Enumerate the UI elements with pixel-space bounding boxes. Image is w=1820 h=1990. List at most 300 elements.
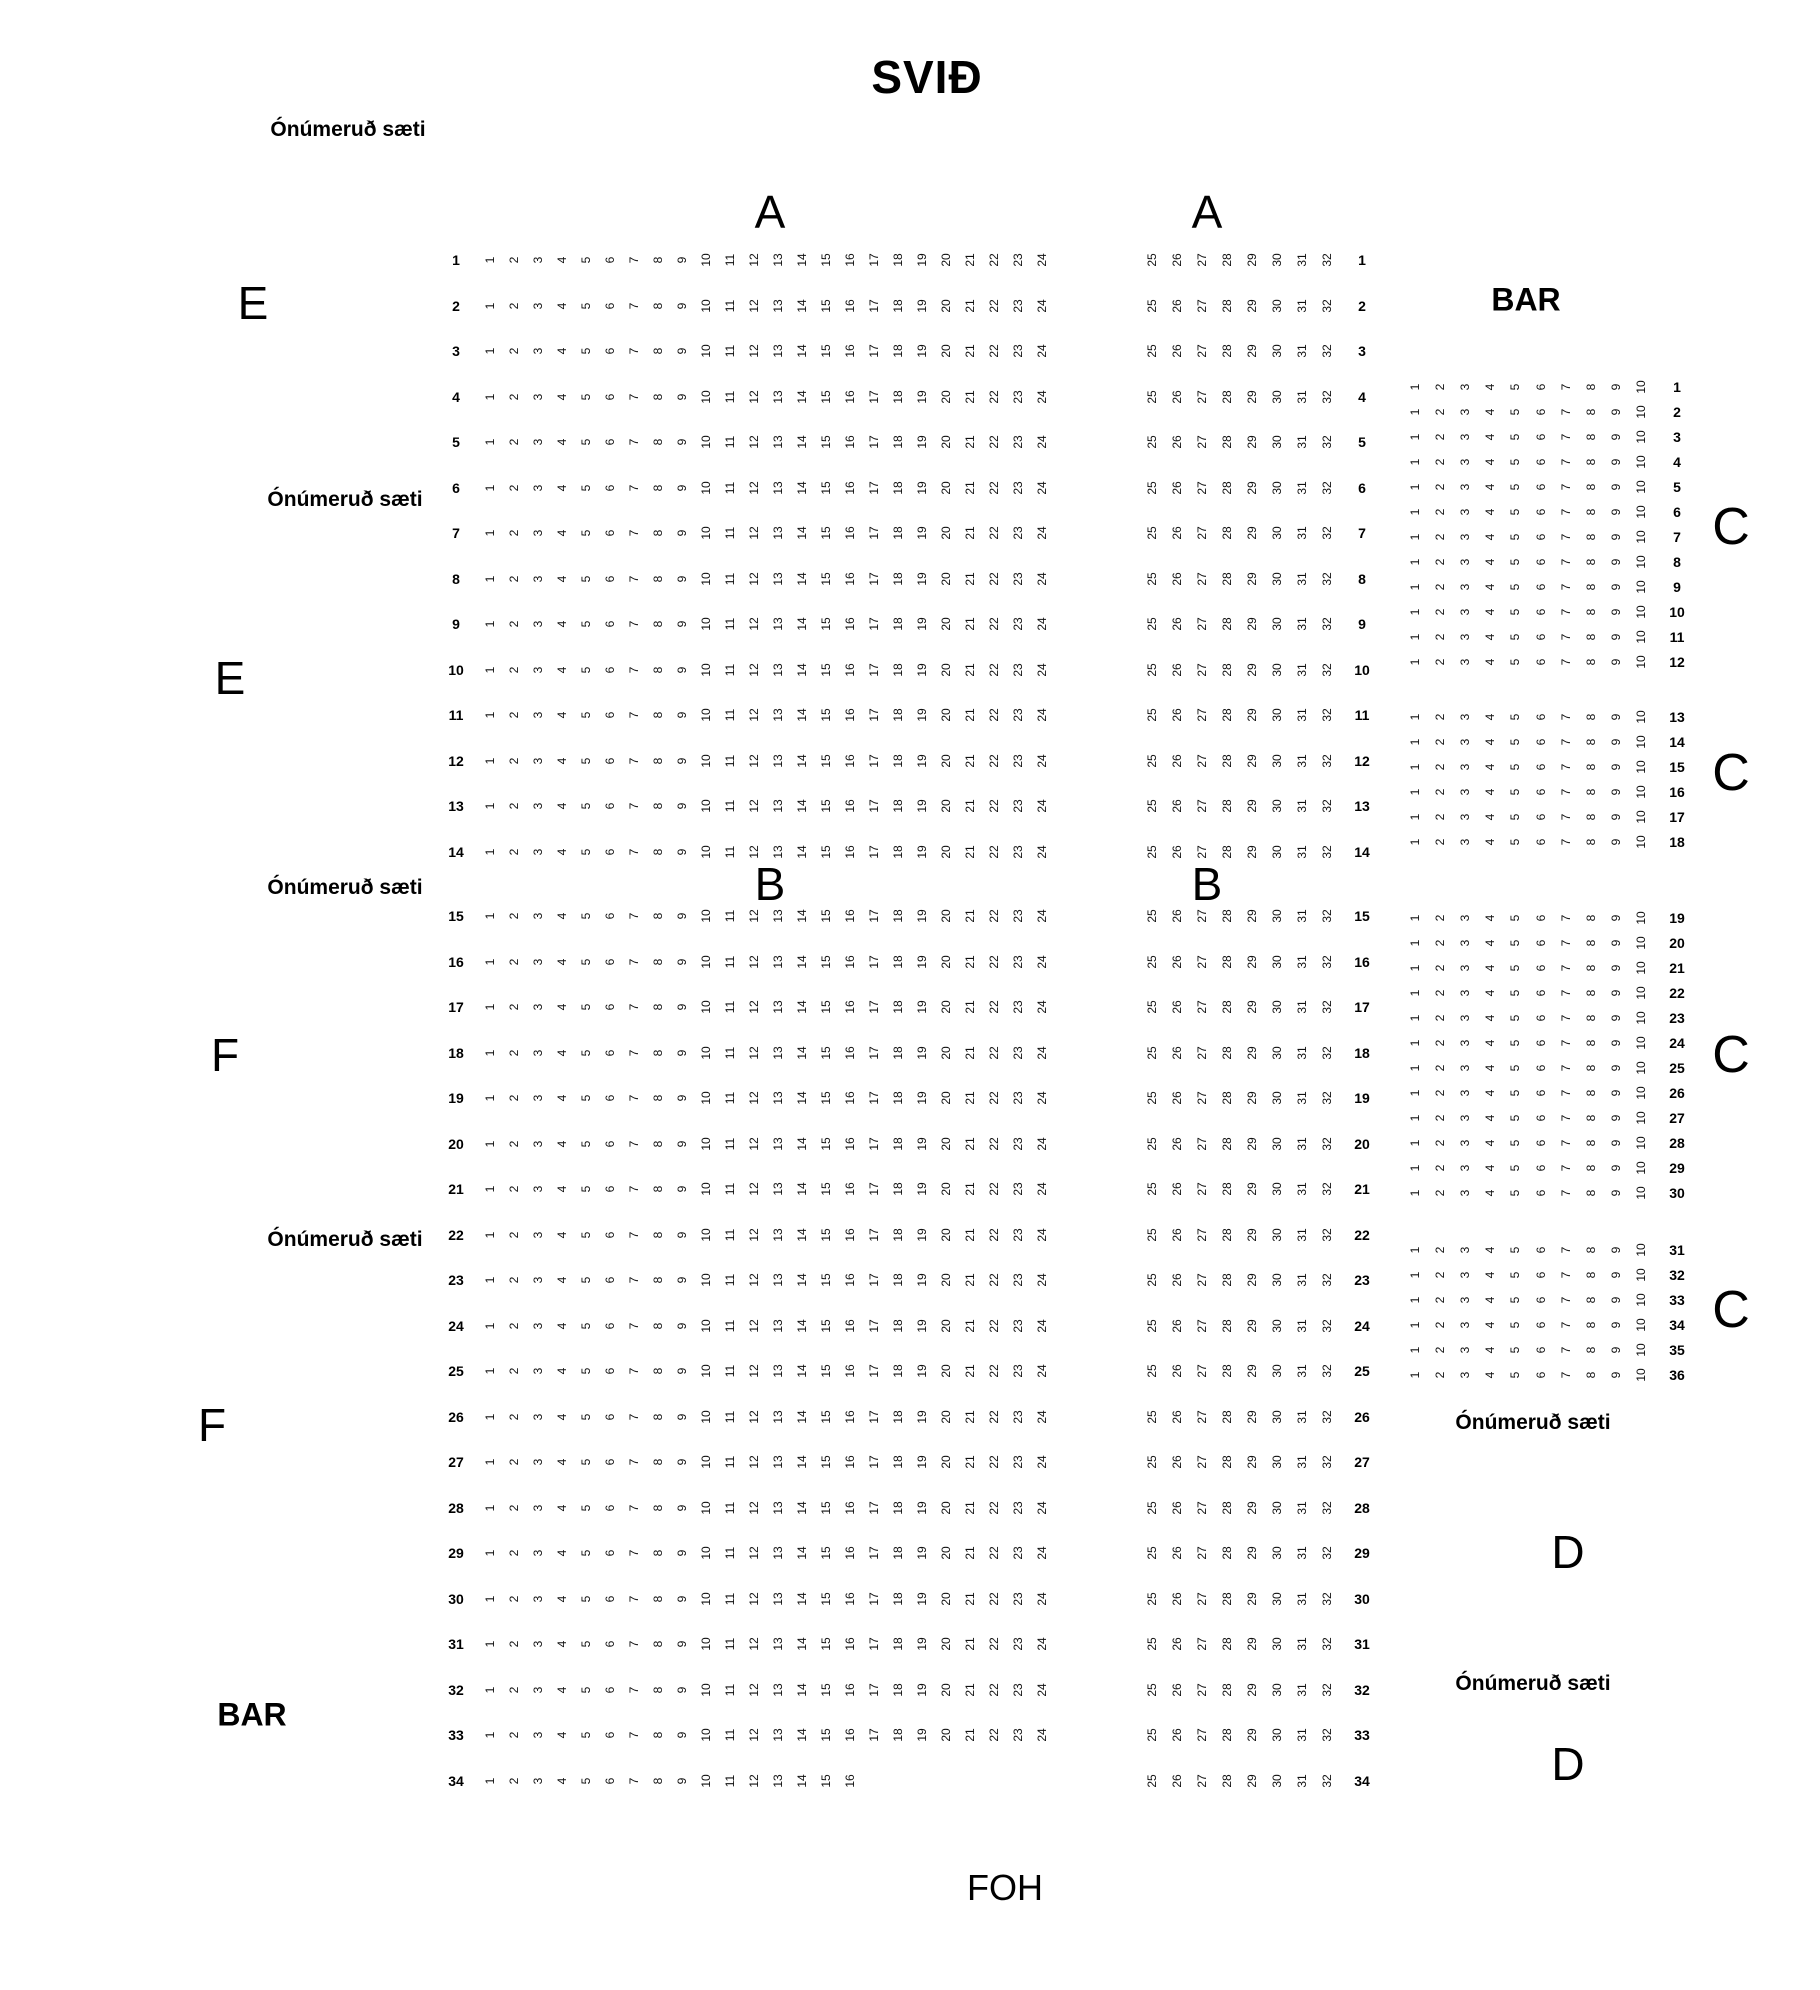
seat-number: 15 (819, 1591, 833, 1606)
seat-number: 17 (867, 480, 881, 495)
seat-number: 8 (651, 393, 665, 400)
seat-number: 21 (963, 1591, 977, 1606)
c-row-number: 36 (1669, 1367, 1685, 1383)
seat-number: 10 (699, 1091, 713, 1105)
c-seat-number: 1 (1408, 1139, 1422, 1147)
c-seat-number: 10 (1633, 1293, 1648, 1307)
c-seat-number: 5 (1508, 533, 1523, 541)
seat-number: 25 (1145, 253, 1159, 267)
seat-number: 4 (555, 1322, 569, 1329)
seat-number: 25 (1145, 844, 1159, 859)
seat-number: 28 (1220, 1455, 1234, 1469)
seat-number: 16 (843, 1045, 857, 1060)
seat-number: 7 (627, 958, 641, 965)
c-row-number: 29 (1669, 1160, 1685, 1176)
seat-number: 28 (1220, 1045, 1234, 1060)
row-number-left: 8 (452, 570, 460, 587)
seat-number: 19 (915, 1546, 929, 1560)
seat-number: 1 (483, 1094, 497, 1102)
seat-number: 3 (531, 848, 545, 855)
seat-number: 7 (627, 1049, 641, 1056)
c-seat-number: 10 (1633, 710, 1648, 724)
seat-number: 24 (1035, 1182, 1049, 1196)
seat-number: 7 (627, 393, 641, 400)
seat-number: 22 (987, 1455, 1001, 1469)
seat-number: 17 (867, 1318, 881, 1333)
seat-number: 13 (771, 1682, 785, 1697)
seat-number: 13 (771, 1182, 785, 1196)
seat-number: 17 (867, 1182, 881, 1196)
c-seat-number: 1 (1408, 1296, 1422, 1304)
seat-number: 13 (771, 298, 785, 313)
seat-number: 19 (915, 617, 929, 631)
c-seat-number: 3 (1458, 508, 1473, 516)
row-number-right: 14 (1354, 843, 1370, 860)
seat-number: 7 (627, 1504, 641, 1511)
row-number-right: 1 (1358, 252, 1366, 268)
seat-number: 10 (699, 1500, 713, 1515)
seat-number: 28 (1220, 1364, 1234, 1378)
seat-number: 30 (1270, 1227, 1284, 1242)
seat-number: 24 (1035, 1591, 1049, 1606)
seat-number: 25 (1145, 1455, 1159, 1469)
c-seat-number: 1 (1408, 633, 1422, 641)
c-seat-number: 7 (1558, 1064, 1573, 1072)
seat-number: 29 (1245, 389, 1259, 404)
seat-number: 13 (771, 1000, 785, 1014)
seat-number: 6 (603, 393, 617, 400)
seat-number: 20 (939, 753, 953, 768)
c-seat-number: 1 (1408, 433, 1422, 441)
seat-number: 2 (507, 620, 521, 628)
c-seat-number: 10 (1633, 455, 1648, 469)
seat-number: 32 (1320, 1091, 1334, 1105)
seat-number: 2 (507, 1185, 521, 1193)
seat-number: 15 (819, 526, 833, 540)
c-seat-number: 4 (1483, 1246, 1498, 1254)
c-seat-number: 7 (1558, 989, 1573, 997)
section-e-label-2: E (214, 652, 246, 704)
c-seat-number: 9 (1608, 964, 1623, 972)
seat-number: 10 (699, 1455, 713, 1469)
c-seat-number: 9 (1608, 788, 1623, 796)
seat-number: 8 (651, 575, 665, 582)
seat-number: 25 (1145, 1728, 1159, 1742)
seat-number: 30 (1270, 708, 1284, 722)
seat-number: 31 (1295, 909, 1309, 923)
seat-number: 14 (795, 480, 809, 495)
c-seat-number: 7 (1558, 633, 1573, 641)
seat-number: 7 (627, 802, 641, 810)
seat-number: 19 (915, 954, 929, 969)
seat-number: 7 (627, 1595, 641, 1602)
seat-number: 3 (531, 1686, 545, 1693)
seat-number: 13 (771, 844, 785, 859)
seat-number: 11 (723, 1637, 737, 1651)
seat-number: 31 (1295, 1364, 1309, 1378)
seat-number: 7 (627, 1458, 641, 1466)
c-seat-number: 8 (1583, 989, 1598, 997)
seat-number: 31 (1295, 571, 1309, 586)
c-seat-number: 1 (1408, 1164, 1422, 1172)
seat-number: 9 (675, 347, 689, 355)
row-number-left: 13 (448, 798, 464, 814)
seat-number: 3 (531, 802, 545, 810)
c-seat-number: 2 (1433, 583, 1448, 591)
seat-number: 9 (675, 1595, 689, 1602)
c-seat-number: 8 (1583, 1321, 1598, 1329)
seat-number: 10 (699, 753, 713, 768)
seat-number: 19 (915, 344, 929, 358)
seat-number: 18 (891, 344, 905, 358)
c-seat-number: 10 (1633, 1086, 1648, 1100)
seat-number: 15 (819, 480, 833, 495)
seat-number: 7 (627, 1777, 641, 1784)
seat-number: 10 (699, 1773, 713, 1788)
c-seat-number: 5 (1508, 1089, 1523, 1097)
c-row-number: 2 (1673, 404, 1681, 420)
c-seat-number: 8 (1583, 1371, 1598, 1379)
c-seat-number: 8 (1583, 1064, 1598, 1072)
c-seat-number: 10 (1633, 760, 1648, 774)
c-seat-number: 6 (1533, 1039, 1548, 1047)
seat-number: 24 (1035, 1637, 1049, 1651)
seat-number: 30 (1270, 1273, 1284, 1287)
seat-number: 13 (771, 1318, 785, 1333)
seat-number: 22 (987, 1591, 1001, 1606)
seat-number: 24 (1035, 389, 1049, 404)
seat-number: 26 (1170, 708, 1184, 722)
seat-number: 25 (1145, 1227, 1159, 1242)
c-seat-number: 8 (1583, 508, 1598, 516)
c-row-number: 26 (1669, 1085, 1685, 1101)
seat-number: 17 (867, 1227, 881, 1242)
seat-number: 29 (1245, 298, 1259, 313)
seat-number: 19 (915, 1409, 929, 1424)
seat-number: 23 (1011, 1455, 1025, 1469)
seat-number: 11 (723, 253, 737, 267)
seat-number: 19 (915, 253, 929, 267)
seat-number: 12 (747, 1682, 761, 1697)
seat-number: 12 (747, 617, 761, 631)
c-seat-number: 6 (1533, 813, 1548, 821)
seat-number: 19 (915, 909, 929, 923)
seat-number: 21 (963, 909, 977, 923)
seat-number: 18 (891, 708, 905, 722)
c-seat-number: 9 (1608, 1371, 1623, 1379)
seat-number: 7 (627, 711, 641, 719)
c-seat-number: 3 (1458, 1064, 1473, 1072)
c-seat-number: 9 (1608, 838, 1623, 846)
seat-number: 27 (1195, 1546, 1209, 1560)
c-seat-number: 6 (1533, 383, 1548, 391)
seat-number: 19 (915, 844, 929, 859)
seat-number: 8 (651, 1367, 665, 1375)
seat-number: 29 (1245, 253, 1259, 267)
seat-number: 31 (1295, 1546, 1309, 1560)
seat-number: 29 (1245, 1364, 1259, 1378)
seat-number: 6 (603, 1276, 617, 1284)
c-seat-number: 9 (1608, 1189, 1623, 1197)
seat-number: 27 (1195, 909, 1209, 923)
seat-number: 8 (651, 711, 665, 719)
seat-number: 24 (1035, 617, 1049, 631)
seat-number: 9 (675, 711, 689, 719)
seat-number: 27 (1195, 954, 1209, 969)
c-seat-number: 7 (1558, 458, 1573, 466)
seat-number: 27 (1195, 1637, 1209, 1651)
seat-number: 13 (771, 954, 785, 969)
seat-number: 16 (843, 1637, 857, 1651)
seat-number: 23 (1011, 435, 1025, 449)
seat-number: 22 (987, 1000, 1001, 1014)
section-e-label-1: E (237, 277, 269, 329)
c-seat-number: 8 (1583, 838, 1598, 846)
seat-number: 4 (555, 1595, 569, 1602)
seat-number: 8 (651, 1640, 665, 1648)
c-seat-number: 2 (1433, 989, 1448, 997)
seat-number: 27 (1195, 844, 1209, 859)
seat-number: 4 (555, 256, 569, 264)
seat-number: 20 (939, 1227, 953, 1242)
c-seat-number: 6 (1533, 788, 1548, 796)
c-seat-number: 3 (1458, 408, 1473, 416)
c-row-number: 23 (1669, 1010, 1685, 1026)
seat-number: 22 (987, 1182, 1001, 1196)
seat-number: 22 (987, 526, 1001, 540)
c-seat-number: 3 (1458, 1321, 1473, 1329)
row-number-right: 30 (1354, 1590, 1370, 1607)
seat-number: 32 (1320, 1136, 1334, 1151)
seat-number: 12 (747, 1364, 761, 1378)
seat-number: 29 (1245, 1773, 1259, 1788)
seat-number: 9 (675, 958, 689, 965)
seat-number: 27 (1195, 1136, 1209, 1151)
seat-number: 17 (867, 753, 881, 768)
seat-number: 28 (1220, 909, 1234, 923)
seat-number: 19 (915, 1182, 929, 1196)
c-seat-number: 5 (1508, 433, 1523, 441)
row-number-left: 17 (448, 999, 464, 1015)
section-b-left-label: B (754, 858, 786, 910)
seat-number: 1 (483, 256, 497, 264)
c-row-number: 12 (1669, 654, 1685, 670)
seat-number: 9 (675, 1777, 689, 1784)
row-number-right: 26 (1354, 1408, 1370, 1425)
c-seat-number: 8 (1583, 458, 1598, 466)
row-number-left: 34 (448, 1772, 464, 1789)
c-seat-number: 5 (1508, 383, 1523, 391)
seat-number: 4 (555, 302, 569, 309)
seat-number: 5 (579, 1140, 593, 1147)
seat-number: 20 (939, 389, 953, 404)
seat-number: 30 (1270, 1409, 1284, 1424)
seat-number: 18 (891, 909, 905, 923)
c-seat-number: 7 (1558, 1114, 1573, 1122)
seat-number: 4 (555, 1777, 569, 1784)
row-number-right: 13 (1354, 798, 1370, 814)
seat-number: 26 (1170, 480, 1184, 495)
seat-number: 24 (1035, 1364, 1049, 1378)
seat-number: 16 (843, 617, 857, 631)
seat-number: 30 (1270, 1364, 1284, 1378)
seat-number: 27 (1195, 1682, 1209, 1697)
seat-number: 7 (627, 302, 641, 309)
seat-number: 20 (939, 1045, 953, 1060)
seat-number: 14 (795, 1000, 809, 1014)
seat-number: 7 (627, 1094, 641, 1102)
seat-number: 25 (1145, 1045, 1159, 1060)
seat-number: 15 (819, 1318, 833, 1333)
seat-number: 3 (531, 529, 545, 537)
seat-number: 23 (1011, 1091, 1025, 1105)
seat-number: 18 (891, 1591, 905, 1606)
seat-number: 18 (891, 1045, 905, 1060)
c-seat-number: 1 (1408, 1189, 1422, 1197)
c-seat-number: 8 (1583, 1039, 1598, 1047)
c-seat-number: 6 (1533, 483, 1548, 491)
seat-number: 30 (1270, 1637, 1284, 1651)
seat-number: 26 (1170, 617, 1184, 631)
c-seat-number: 1 (1408, 1271, 1422, 1279)
c-seat-number: 6 (1533, 633, 1548, 641)
seat-number: 23 (1011, 1591, 1025, 1606)
seat-number: 5 (579, 1504, 593, 1511)
seat-number: 19 (915, 662, 929, 677)
seat-number: 23 (1011, 253, 1025, 267)
c-seat-number: 10 (1633, 630, 1648, 644)
c-seat-number: 2 (1433, 1014, 1448, 1022)
seat-number: 11 (723, 1228, 737, 1241)
seat-number: 32 (1320, 708, 1334, 722)
seat-number: 27 (1195, 753, 1209, 768)
seat-number: 12 (747, 480, 761, 495)
seat-number: 18 (891, 1227, 905, 1242)
c-seat-number: 7 (1558, 1371, 1573, 1379)
seat-number: 16 (843, 1227, 857, 1242)
seat-number: 3 (531, 1003, 545, 1011)
row-number-left: 20 (448, 1135, 464, 1152)
seat-number: 16 (843, 662, 857, 677)
seat-number: 12 (747, 1773, 761, 1788)
seat-number: 30 (1270, 1728, 1284, 1742)
seat-number: 29 (1245, 662, 1259, 677)
seat-number: 16 (843, 753, 857, 768)
seat-number: 2 (507, 1686, 521, 1693)
row-number-right: 12 (1354, 752, 1370, 769)
seat-number: 32 (1320, 1500, 1334, 1515)
seat-number: 11 (723, 1455, 737, 1469)
seat-number: 6 (603, 958, 617, 965)
seat-number: 32 (1320, 435, 1334, 449)
seat-number: 8 (651, 912, 665, 920)
c-seat-number: 4 (1483, 408, 1498, 416)
seat-number: 24 (1035, 1045, 1049, 1060)
seat-number: 11 (723, 344, 737, 358)
seat-number: 20 (939, 1364, 953, 1378)
seat-number: 24 (1035, 799, 1049, 813)
c-seat-number: 8 (1583, 1114, 1598, 1122)
seat-number: 16 (843, 1318, 857, 1333)
seat-number: 17 (867, 571, 881, 586)
c-seat-number: 9 (1608, 1271, 1623, 1279)
seat-number: 6 (603, 1003, 617, 1011)
seat-number: 28 (1220, 435, 1234, 449)
c-seat-number: 10 (1633, 810, 1648, 824)
seat-number: 6 (603, 484, 617, 491)
seat-number: 22 (987, 344, 1001, 358)
seat-number: 8 (651, 302, 665, 309)
seat-number: 30 (1270, 662, 1284, 677)
seat-number: 21 (963, 1318, 977, 1333)
seat-number: 14 (795, 1091, 809, 1105)
seat-number: 22 (987, 1091, 1001, 1105)
c-seat-number: 9 (1608, 658, 1623, 666)
c-seat-number: 6 (1533, 1189, 1548, 1197)
c-seat-number: 5 (1508, 583, 1523, 591)
seat-number: 12 (747, 253, 761, 267)
c-seat-number: 4 (1483, 458, 1498, 466)
seat-number: 28 (1220, 1409, 1234, 1424)
seat-number: 6 (603, 1504, 617, 1511)
seat-number: 3 (531, 1185, 545, 1193)
row-number-left: 5 (452, 434, 460, 450)
c-seat-number: 4 (1483, 939, 1498, 947)
seat-number: 20 (939, 344, 953, 358)
seat-number: 11 (723, 1182, 737, 1196)
seat-number: 10 (699, 708, 713, 722)
row-number-right: 4 (1358, 388, 1366, 405)
seat-number: 11 (723, 663, 737, 676)
seat-number: 12 (747, 954, 761, 969)
seat-number: 29 (1245, 1500, 1259, 1515)
seat-number: 6 (603, 529, 617, 537)
c-seat-number: 6 (1533, 658, 1548, 666)
c-seat-number: 7 (1558, 713, 1573, 721)
c-seat-number: 4 (1483, 1089, 1498, 1097)
seat-number: 14 (795, 526, 809, 540)
seat-number: 28 (1220, 571, 1234, 586)
row-number-left: 28 (448, 1499, 464, 1516)
seat-number: 15 (819, 1227, 833, 1242)
seat-number: 25 (1145, 662, 1159, 677)
seat-number: 23 (1011, 480, 1025, 495)
seat-number: 14 (795, 799, 809, 813)
seat-number: 15 (819, 1455, 833, 1469)
seat-number: 13 (771, 344, 785, 358)
unnumbered-seats-label-3: Ónúmeruð sæti (267, 876, 423, 899)
seat-number: 7 (627, 620, 641, 628)
seat-number: 8 (651, 1140, 665, 1147)
c-seat-number: 4 (1483, 964, 1498, 972)
c-seat-number: 4 (1483, 1321, 1498, 1329)
c-seat-number: 2 (1433, 1064, 1448, 1072)
seat-number: 11 (723, 1774, 737, 1787)
row-number-left: 23 (448, 1272, 464, 1288)
seat-number: 4 (555, 1413, 569, 1420)
seat-number: 32 (1320, 909, 1334, 923)
seat-number: 17 (867, 1409, 881, 1424)
seat-number: 5 (579, 1686, 593, 1693)
seat-number: 18 (891, 1409, 905, 1424)
seat-number: 21 (963, 1637, 977, 1651)
seat-number: 5 (579, 347, 593, 355)
c-seat-number: 9 (1608, 1246, 1623, 1254)
c-seat-number: 6 (1533, 458, 1548, 466)
seat-number: 1 (483, 1686, 497, 1693)
seat-number: 17 (867, 1591, 881, 1606)
seat-number: 16 (843, 954, 857, 969)
